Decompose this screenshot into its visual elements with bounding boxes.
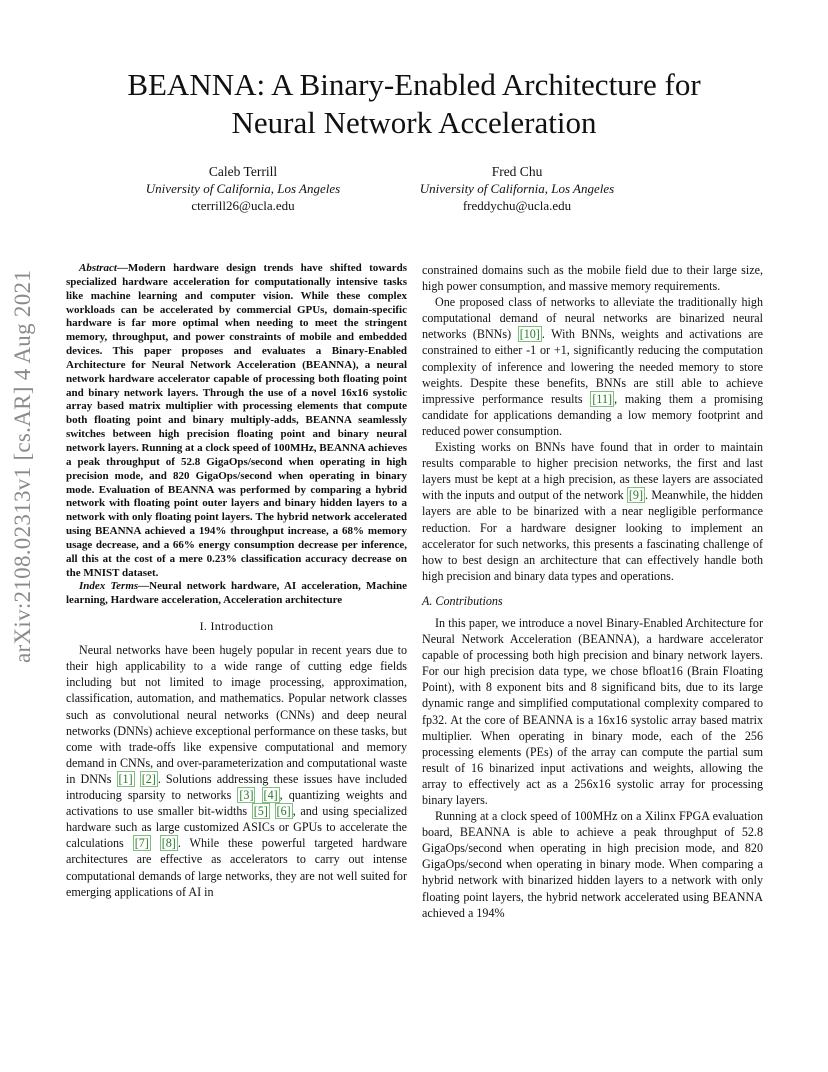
citation-link[interactable]: [11] <box>592 391 613 406</box>
citation-link[interactable]: [6] <box>276 804 291 819</box>
left-column <box>66 262 407 900</box>
index-terms-text: —Neural network hardware, AI acceleration, Machine learning, Hardware acceleration, Acceleration architecture <box>66 580 407 607</box>
title-line-2: Neural Network Acceleration <box>231 105 597 140</box>
author-email[interactable]: freddychu@ucla.edu <box>462 198 572 213</box>
author-block-1 <box>118 163 368 214</box>
author-name: Fred Chu <box>491 164 543 179</box>
citation-link[interactable]: [7] <box>134 836 149 851</box>
citation-link[interactable]: [9] <box>628 488 644 503</box>
citation-link[interactable]: [1] <box>118 771 133 786</box>
citation-link[interactable]: [8] <box>161 836 176 851</box>
author-name: Caleb Terrill <box>208 164 278 179</box>
citation-link[interactable]: [2] <box>141 771 156 786</box>
author-block-2 <box>392 163 642 214</box>
abstract <box>66 262 407 580</box>
section-heading-introduction: I. Introduction <box>199 619 274 634</box>
index-terms <box>66 580 407 608</box>
index-terms-label: Index Terms <box>79 580 139 593</box>
abstract-label: Abstract <box>79 262 117 274</box>
right-column <box>422 262 763 921</box>
citation-link[interactable]: [3] <box>239 788 254 803</box>
body-paragraph: constrained domains such as the mobile field due to their large size, high power consumption, and massive memory requirements. <box>422 263 763 294</box>
body-paragraph: Existing works on BNNs have found that in order to maintain results comparable to higher precision networks, the first and last layers must be kept at a high precision, as these layers are associated with the inputs and output of the network [9] . Meanwhile, the hidden layers are able to be binarized with a near negligible performance reduction. For a hardware designer looking to implement an accelerator for such networks, this presents a fascinating challenge of how to best design an architecture that can effectively handle both high precision and binary data types and operations. <box>422 440 763 583</box>
author-affiliation: University of California, Los Angeles <box>419 181 615 196</box>
body-paragraph: In this paper, we introduce a novel Binary-Enabled Architecture for Neural Network Acceleration (BEANNA), a hardware accelerator capable of processing both high precision and binary network layers. For our high precision data type, we chose bfloat16 (Brain Floating Point), with 8 exponent bits and 8 significand bits, due to its large dynamic range and simplified computational complexity compared to fp32. At the core of BEANNA is a 16x16 systolic array based matrix multiplier. When operating in binary mode, each of the 256 processing elements (PEs) of the array can compute the partial sum result of 16 binarized input activations and weights, allowing the array to effectively act as a 256x16 systolic array for processing binary layers. <box>422 615 763 807</box>
body-paragraph: Running at a clock speed of 100MHz on a Xilinx FPGA evaluation board, BEANNA is able to achieve a peak throughput of 52.8 GigaOps/second when operating in high precision mode, and 820 GigaOps/second when operating in binary mode. When comparing a hybrid network with binarized hidden layers to a network with only floating point layers, the hybrid network accelerated using BEANNA achieved a 194% <box>422 809 763 920</box>
citation-link[interactable]: [5] <box>253 804 268 819</box>
paper-title <box>0 66 828 142</box>
author-email[interactable]: cterrill26@ucla.edu <box>191 198 295 213</box>
abstract-text: —Modern hardware design trends have shifted towards specialized hardware acceleration for computationally intensive tasks like machine learning and computer vision. While these complex workloads can be accelerated by commercial GPUs, domain-specific hardware is far more optimal when needing to meet the stringent memory, throughput, and power constraints of mobile and embedded devices. This paper proposes and evaluates a Binary-Enabled Architecture for Neural Network Acceleration (BEANNA), a neural network hardware accelerator capable of processing both floating point and binary network layers. Through the use of a novel 16x16 systolic array based matrix multiplier with processing elements that compute both floating point and binary multiply-adds, BEANNA seamlessly switches between high precision floating point and binary neural network layers. Running at a clock speed of 100MHz, BEANNA achieves a peak throughput of 52.8 GigaOps/second when operating in high precision mode, and 820 GigaOps/second when operating in binary mode. Evaluation of BEANNA was performed by comparing a hybrid network with floating point outer layers and binary hidden layers to a network with only floating point layers. The hybrid network accelerated using BEANNA achieved a 194% throughput increase, a 68% memory usage decrease, and a 66% energy consumption decrease per inference, all this at the cost of a mere 0.23% classification accuracy decrease on the MNIST dataset. <box>66 262 407 579</box>
arxiv-identifier: arXiv:2108.02313v1 [cs.AR] 4 Aug 2021 <box>10 269 35 663</box>
subsection-heading-contributions: A. Contributions <box>422 593 503 608</box>
body-paragraph: One proposed class of networks to alleviate the traditionally high computational demand of neural networks are binarized neural networks (BNNs) [10] . With BNNs, weights and activations are constrained to either -1 or +1, significantly reducing the computation complexity of inference and lowering the needed memory to store weights. Despite these benefits, BNNs are still able to achieve impressive performance results [11] , making them a promising candidate for applications demanding a low memory footprint and reduced power consumption. <box>422 295 763 438</box>
title-line-1: BEANNA: A Binary-Enabled Architecture for <box>127 67 701 102</box>
citation-link[interactable]: [10] <box>519 327 540 342</box>
author-affiliation: University of California, Los Angeles <box>145 181 341 196</box>
citation-link[interactable]: [4] <box>263 788 278 803</box>
intro-paragraph: Neural networks have been hugely popular in recent years due to their high applicability to a wide range of cutting edge fields including but not limited to image processing, approximation, classification, automation, and mathematics. Popular network classes such as convolutional neural networks (CNNs) and deep neural networks (DNNs) achieve exceptional performance on these tasks, but come with trade-offs like expensive computational and memory demand in CNNs, and over-parameterization and computational waste in DNNs [1] [2] . Solutions addressing these issues have included introducing sparsity to networks [3] [4] , quantizing weights and activations to use smaller bit-widths [5] [6] , and using specialized hardware such as large customized ASICs or GPUs to accelerate the calculations [7] [8] . While these powerful targeted hardware architectures are effective as accelerators to carry out intense computational demands of large networks, they are not well suited for emerging applications of AI in <box>66 643 407 899</box>
